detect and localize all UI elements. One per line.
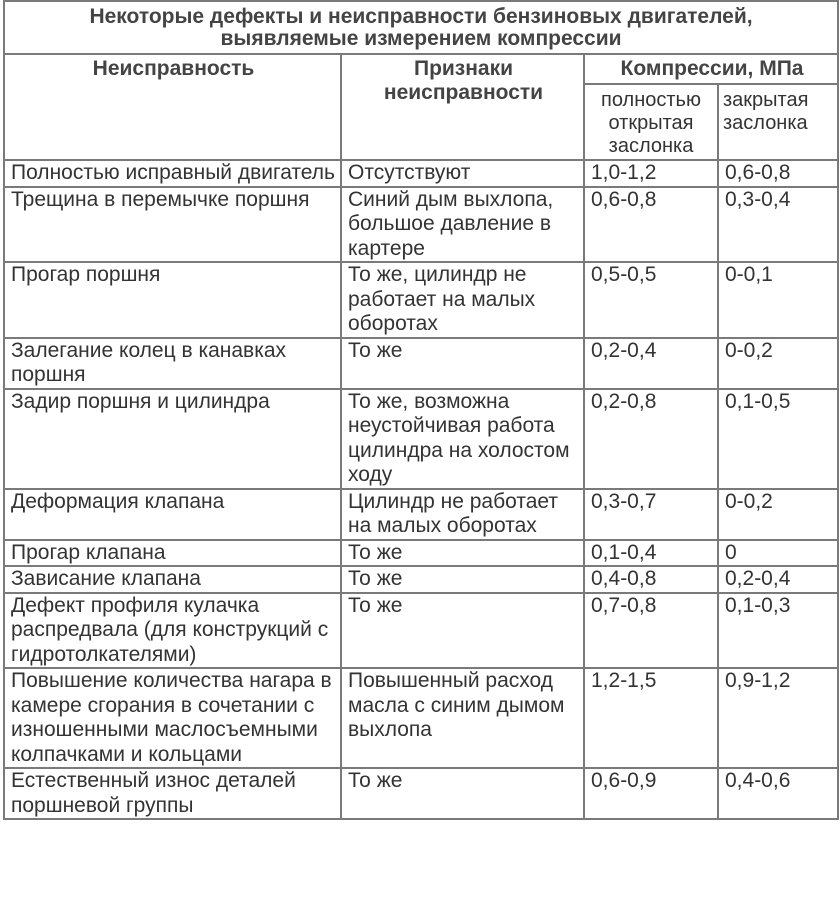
table-title-line-2: выявляемые измерением компрессии [220,27,622,50]
table-row [4,160,838,187]
header-compression [584,54,838,84]
cell-open: 0,1-0,4 [584,540,718,567]
header-open-throttle [584,84,718,160]
cell-fault: Зависание клапана [4,566,341,593]
cell-open: 0,6-0,8 [584,187,718,263]
cell-signs: То же [341,540,584,567]
table-row [4,540,838,567]
compression-defects-table [3,0,839,820]
cell-closed: 0,9-1,2 [718,668,838,768]
header-open-line-1: полностью [601,89,701,111]
table-row [4,187,838,263]
header-compression-label: Компрессии, МПа [620,57,804,80]
cell-fault: Деформация клапана [4,489,341,540]
table-title [4,1,838,54]
cell-closed: 0,1-0,5 [718,389,838,489]
cell-signs: То же [341,768,584,819]
cell-signs: То же [341,566,584,593]
cell-closed: 0-0,1 [718,262,838,338]
table-row [4,668,838,768]
table-row [4,593,838,669]
cell-closed: 0-0,2 [718,338,838,389]
cell-fault: Повышение количества нагара в камере сгорания в сочетании с изношенными маслосъемными колпачками и кольцами [4,668,341,768]
cell-signs: То же, возможна неустойчивая работа цилиндра на холостом ходу [341,389,584,489]
header-fault [4,54,341,160]
table-row [4,489,838,540]
table-row [4,338,838,389]
cell-open: 1,0-1,2 [584,160,718,187]
header-closed-line-2: заслонка [723,112,808,134]
cell-fault: Дефект профиля кулачка распредвала (для конструкций с гидротолкателями) [4,593,341,669]
header-signs-line-2: неисправности [383,81,544,104]
table-row [4,262,838,338]
header-open-line-3: заслонка [608,135,694,157]
table-row [4,389,838,489]
cell-closed: 0,4-0,6 [718,768,838,819]
header-closed-throttle [718,84,838,160]
cell-fault: Залегание колец в канавках поршня [4,338,341,389]
cell-open: 1,2-1,5 [584,668,718,768]
header-fault-label: Неисправность [92,57,255,80]
cell-fault: Прогар клапана [4,540,341,567]
table-title-row [4,1,838,54]
cell-closed: 0,1-0,3 [718,593,838,669]
cell-signs: То же, цилиндр не работает на малых оборотах [341,262,584,338]
cell-fault: Полностью исправный двигатель [4,160,341,187]
cell-open: 0,7-0,8 [584,593,718,669]
cell-open: 0,2-0,8 [584,389,718,489]
cell-open: 0,2-0,4 [584,338,718,389]
cell-fault: Естественный износ деталей поршневой группы [4,768,341,819]
cell-open: 0,3-0,7 [584,489,718,540]
cell-closed: 0 [718,540,838,567]
cell-closed: 0,3-0,4 [718,187,838,263]
cell-signs: Синий дым выхлопа, большое давление в картере [341,187,584,263]
header-open-line-2: открытая [608,112,694,134]
cell-fault: Задир поршня и цилиндра [4,389,341,489]
cell-closed: 0-0,2 [718,489,838,540]
cell-closed: 0,2-0,4 [718,566,838,593]
cell-signs: Отсутствуют [341,160,584,187]
cell-open: 0,4-0,8 [584,566,718,593]
header-closed-line-1: закрытая [723,89,809,111]
header-row-1 [4,54,838,84]
cell-open: 0,5-0,5 [584,262,718,338]
cell-signs: То же [341,338,584,389]
table-row [4,566,838,593]
cell-closed: 0,6-0,8 [718,160,838,187]
cell-signs: То же [341,593,584,669]
cell-fault: Прогар поршня [4,262,341,338]
header-signs [341,54,584,160]
header-signs-line-1: Признаки [413,57,514,80]
cell-signs: Повышенный расход масла с синим дымом выхлопа [341,668,584,768]
table-row [4,768,838,819]
table-title-line-1: Некоторые дефекты и неисправности бензиновых двигателей, [89,5,753,28]
cell-open: 0,6-0,9 [584,768,718,819]
cell-signs: Цилиндр не работает на малых оборотах [341,489,584,540]
cell-fault: Трещина в перемычке поршня [4,187,341,263]
